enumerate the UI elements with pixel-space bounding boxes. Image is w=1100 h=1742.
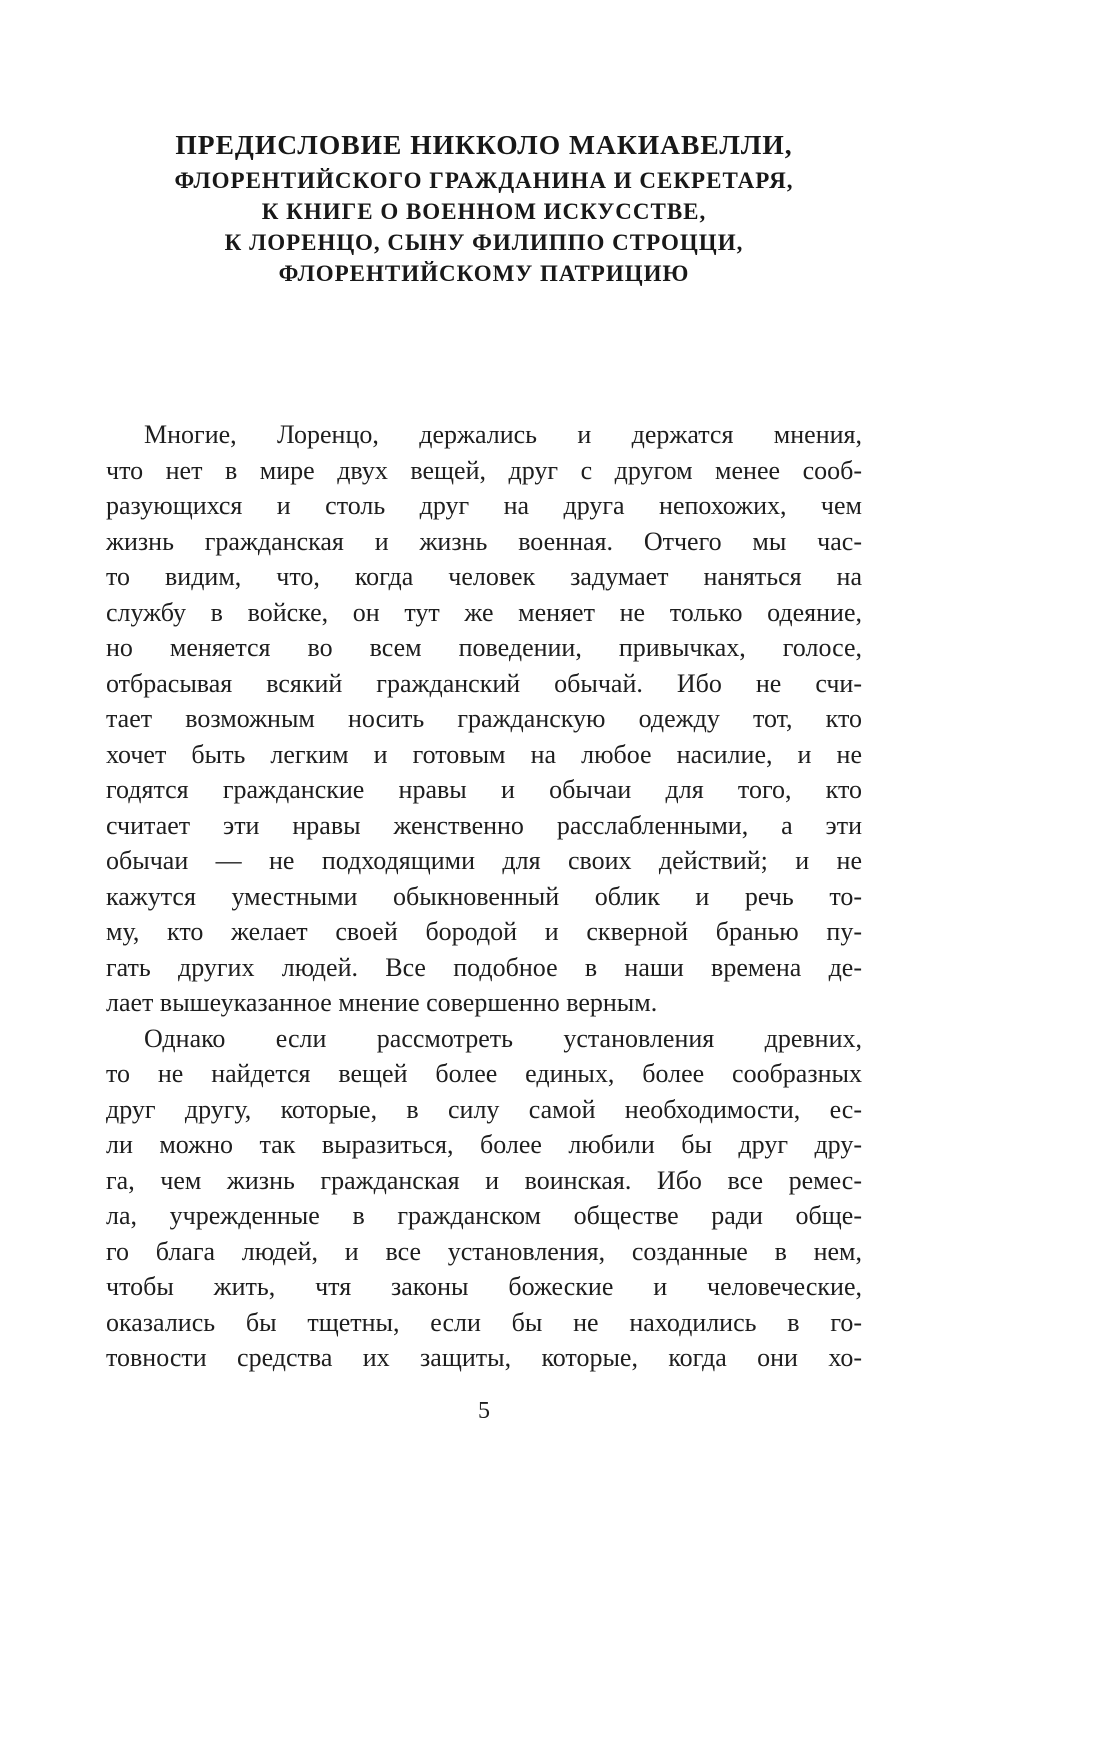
text-line: га, чем жизнь гражданская и воинская. Ибо все ремес-	[106, 1165, 862, 1195]
paragraph-2	[106, 1021, 862, 1376]
text-line: то не найдется вещей более единых, более сообразных	[106, 1059, 862, 1088]
text-line: годятся гражданские нравы и обычаи для того, кто	[106, 775, 862, 804]
text-line: но меняется во всем поведении, привычках, голосе,	[106, 633, 862, 662]
text-line: Многие, Лоренцо, держались и держатся мнения,	[144, 420, 862, 449]
text-line: му, кто желает своей бородой и скверной бранью пу-	[106, 917, 862, 946]
text-line: кажутся уместными обыкновенный облик и речь то-	[106, 881, 862, 911]
text-line: ла, учрежденные в гражданском обществе ради обще-	[106, 1201, 862, 1230]
text-line: Однако если рассмотреть установления древних,	[144, 1023, 862, 1053]
text-line: чтобы жить, чтя законы божеские и человеческие,	[106, 1272, 862, 1301]
chapter-heading-line: ПРЕДИСЛОВИЕ НИККОЛО МАКИАВЕЛЛИ,	[175, 129, 793, 160]
body-text	[106, 417, 862, 1376]
chapter-heading-line: ФЛОРЕНТИЙСКОГО ГРАЖДАНИНА И СЕКРЕТАРЯ,	[174, 168, 794, 193]
text-line: оказались бы тщетны, если бы не находились в го-	[106, 1307, 862, 1337]
text-line: го блага людей, и все установления, созданные в нем,	[106, 1236, 862, 1266]
text-line: тает возможным носить гражданскую одежду тот, кто	[106, 704, 862, 733]
text-line: что нет в мире двух вещей, друг с другом менее сооб-	[106, 455, 862, 485]
text-block	[106, 128, 862, 1376]
text-line: обычаи — не подходящими для своих действий; и не	[106, 846, 862, 875]
text-line: отбрасывая всякий гражданский обычай. Ибо не счи-	[106, 668, 862, 698]
text-line: ли можно так выразиться, более любили бы друг дру-	[106, 1130, 862, 1159]
chapter-heading-line: ФЛОРЕНТИЙСКОМУ ПАТРИЦИЮ	[278, 261, 690, 286]
page-number: 5	[478, 1398, 490, 1424]
text-line: гать других людей. Все подобное в наши времена де-	[106, 952, 862, 982]
text-line: друг другу, которые, в силу самой необходимости, ес-	[106, 1094, 862, 1124]
chapter-heading-line: К ЛОРЕНЦО, СЫНУ ФИЛИППО СТРОЦЦИ,	[224, 230, 744, 255]
chapter-heading	[106, 128, 862, 289]
text-line: разующихся и столь друг на друга непохожих, чем	[106, 491, 862, 520]
chapter-heading-line: К КНИГЕ О ВОЕННОМ ИСКУССТВЕ,	[261, 199, 707, 224]
text-line: службу в войске, он тут же меняет не только одеяние,	[106, 597, 862, 627]
paragraph-1	[106, 417, 862, 1021]
text-line: считает эти нравы женственно расслабленными, а эти	[106, 810, 862, 840]
text-line: товности средства их защиты, которые, когда они хо-	[106, 1343, 862, 1372]
text-line: лает вышеуказанное мнение совершенно верным.	[106, 988, 658, 1017]
text-line: то видим, что, когда человек задумает наняться на	[106, 562, 862, 591]
text-line: хочет быть легким и готовым на любое насилие, и не	[106, 739, 862, 769]
text-line: жизнь гражданская и жизнь военная. Отчего мы час-	[106, 526, 862, 556]
